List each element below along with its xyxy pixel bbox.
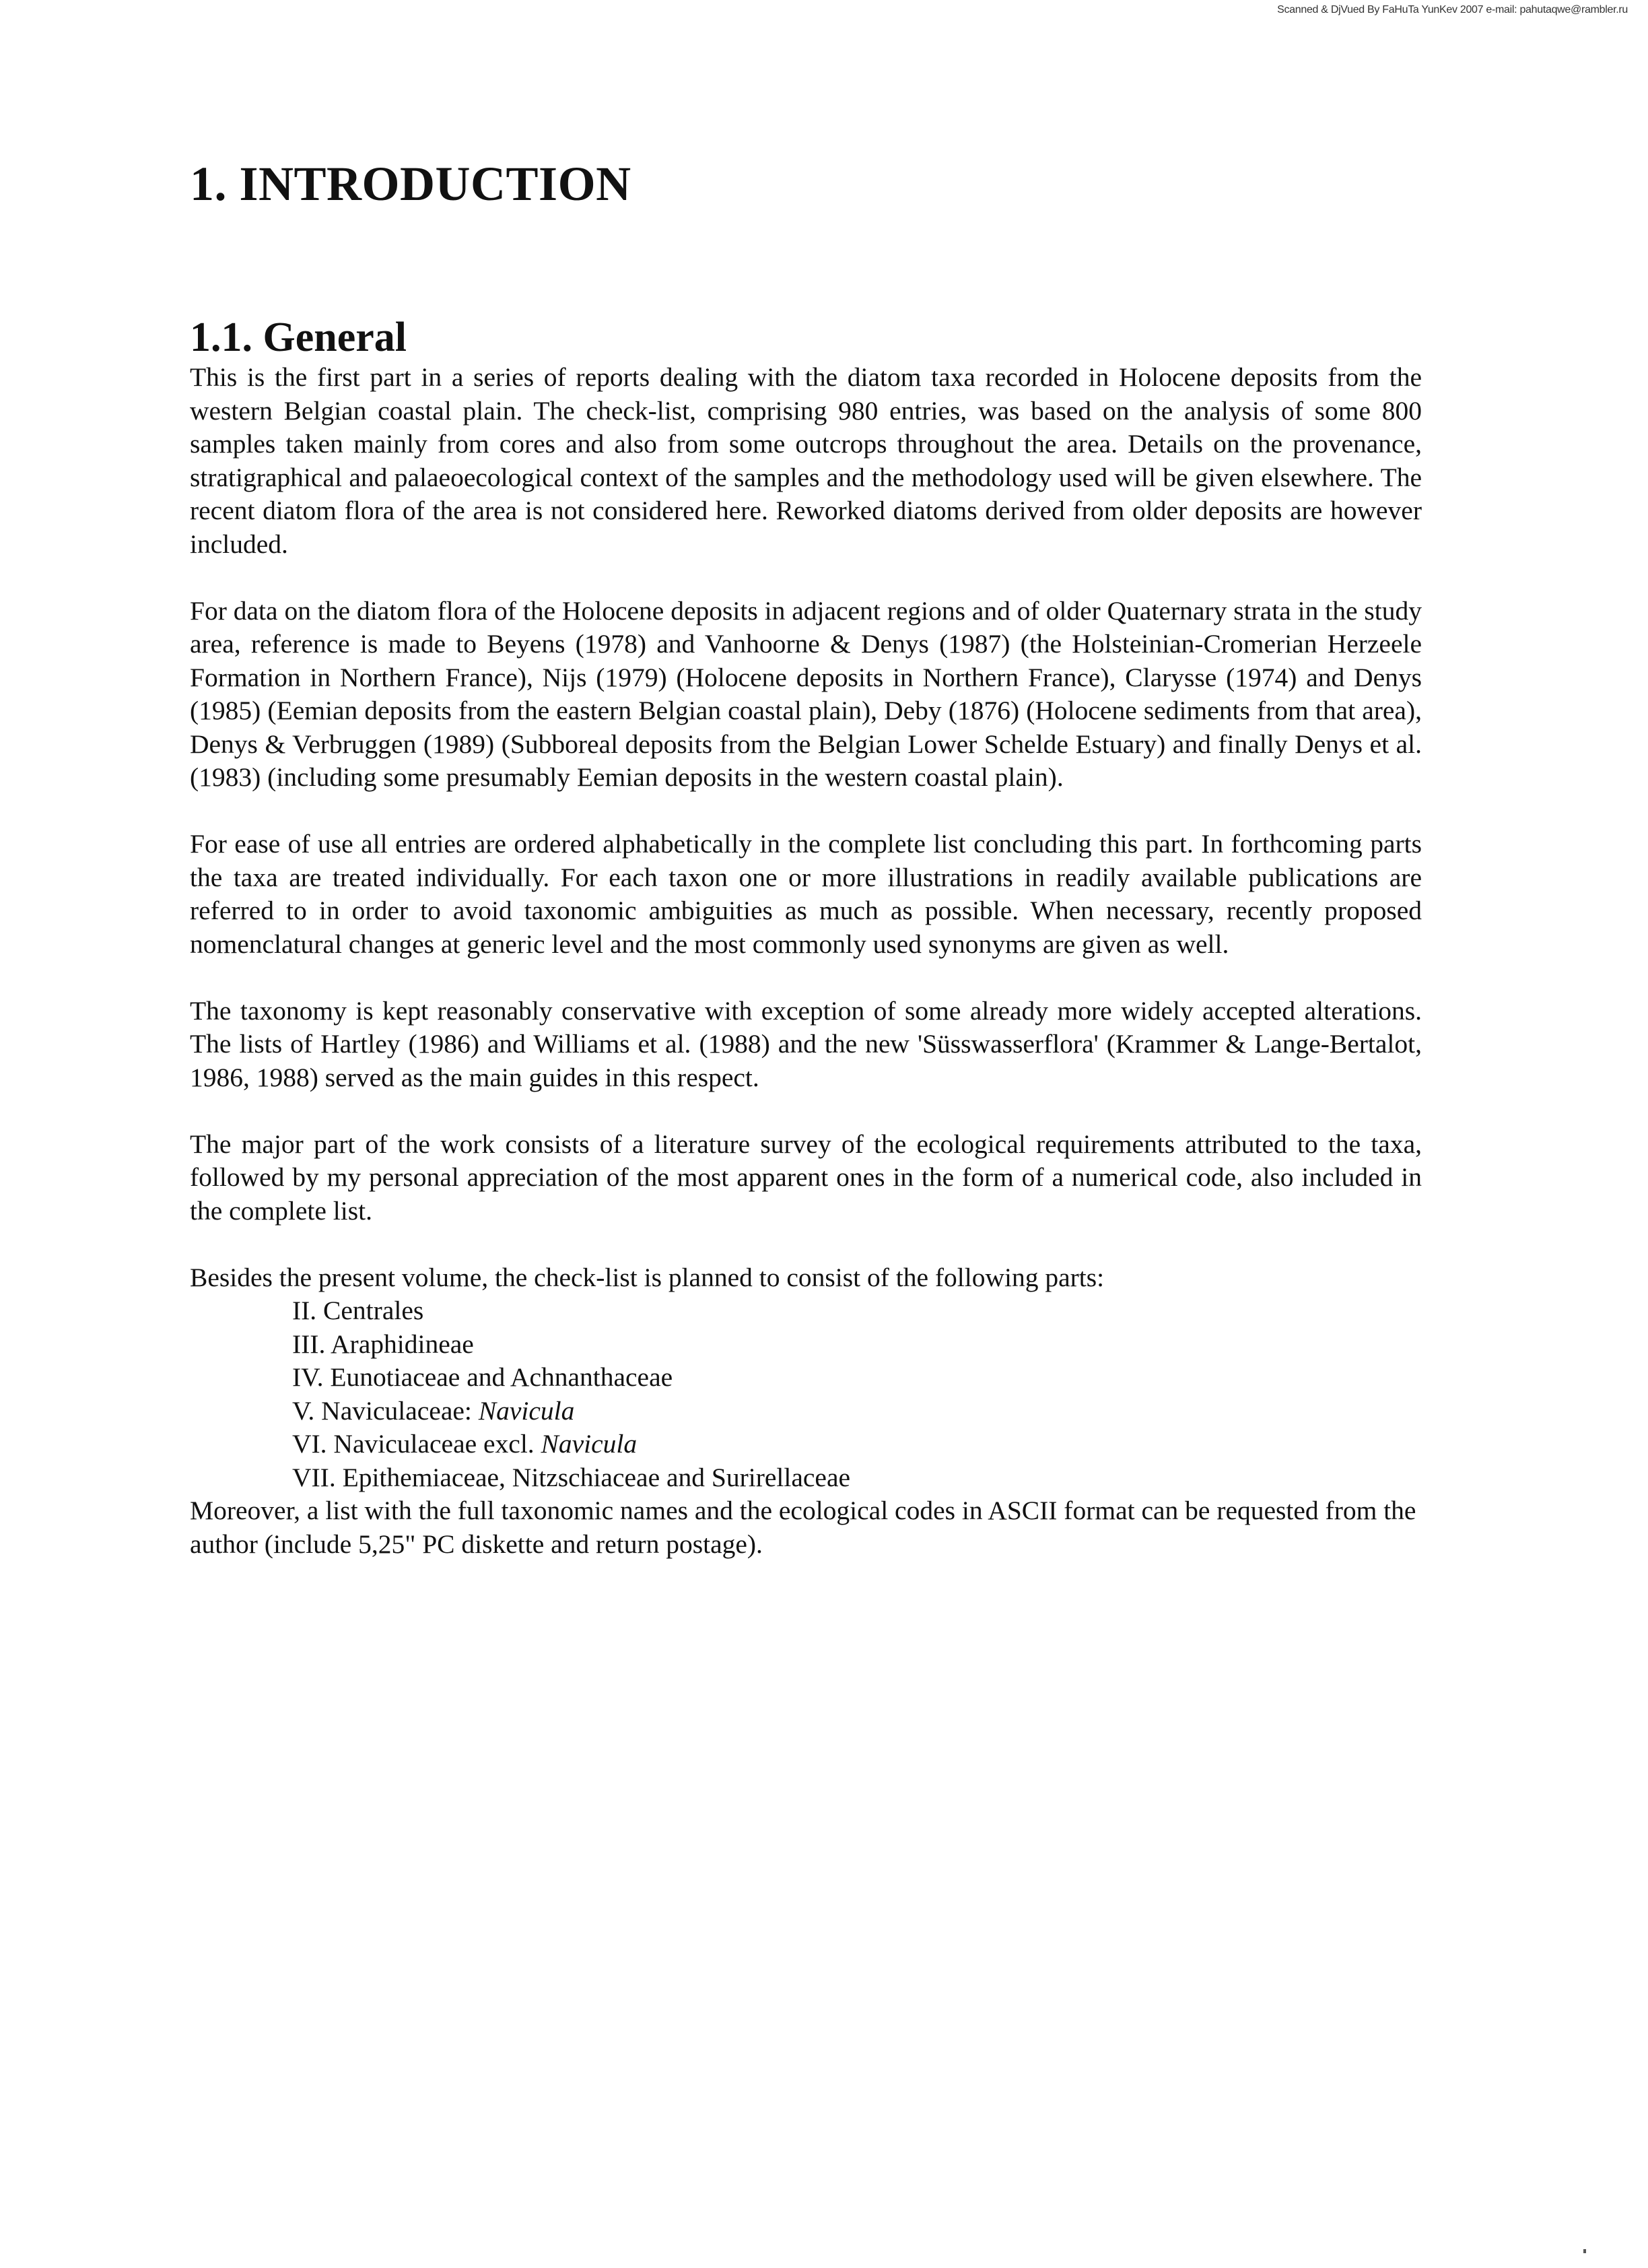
list-item: IV. Eunotiaceae and Achnanthaceae bbox=[292, 1362, 673, 1392]
paragraph-scope: This is the first part in a series of reports dealing with the diatom taxa recorded in Holocene deposits from the western Belgian coastal plain. The check-list, comprising 980 entries, was based on the analysis of some 800 samples taken mainly from cores and also from some outcrops throughout the area. Details on the provenance, stratigraphical and palaeoecological context of the samples and the methodology used will be given elsewhere. The recent diatom flora of the area is not considered here. Reworked diatoms derived from older deposits are however included. bbox=[190, 362, 1422, 559]
body-text bbox=[190, 361, 1422, 1561]
scan-credit-note: Scanned & DjVued By FaHuTa YunKev 2007 e-mail: pahutaqwe@rambler.ru bbox=[1277, 4, 1628, 15]
chapter-title: 1. INTRODUCTION bbox=[190, 157, 631, 211]
list-item: V. Naviculaceae: Navicula bbox=[292, 1395, 575, 1426]
parts-intro: Besides the present volume, the check-list is planned to consist of the following parts: bbox=[190, 1262, 1105, 1292]
list-item: VI. Naviculaceae excl. Navicula bbox=[292, 1429, 638, 1459]
paragraph-usage: For ease of use all entries are ordered alphabetically in the complete list concluding this part. In forthcoming parts the taxa are treated individually. For each taxon one or more illustrations in readily available publications are referred to in order to avoid taxonomic ambiguities as much as possible. When necessary, recently proposed nomenclatural changes at generic level and the most commonly used synonyms are given as well. bbox=[190, 829, 1422, 959]
closing-paragraph: Moreover, a list with the full taxonomic names and the ecological codes in ASCII format can be requested from the author (include 5,25" PC diskette and return postage). bbox=[190, 1496, 1416, 1559]
scan-speck bbox=[1583, 2249, 1586, 2253]
paragraph-taxonomy: The taxonomy is kept reasonably conservative with exception of some already more widely accepted alterations. The lists of Hartley (1986) and Williams et al. (1988) and the new 'Süsswasserflora' (Krammer & Lange-Bertalot, 1986, 1988) served as the main guides in this respect. bbox=[190, 995, 1422, 1092]
parts-list bbox=[190, 1294, 1422, 1494]
list-item: VII. Epithemiaceae, Nitzschiaceae and Surirellaceae bbox=[292, 1462, 851, 1492]
list-item: II. Centrales bbox=[292, 1296, 424, 1325]
paragraph-related-data: For data on the diatom flora of the Holocene deposits in adjacent regions and of older Quaternary strata in the study area, reference is made to Beyens (1978) and Vanhoorne & Denys (1987) (the Holsteinian-Cromerian Herzeele Formation in Northern France), Nijs (1979) (Holocene deposits in Northern France), Clarysse (1974) and Denys (1985) (Eemian deposits from the eastern Belgian coastal plain), Deby (1876) (Holocene sediments from that area), Denys & Verbruggen (1989) (Subboreal deposits from the Belgian Lower Schelde Estuary) and finally Denys et al. (1983) (including some presumably Eemian deposits in the western coastal plain). bbox=[190, 595, 1422, 792]
paragraph-ecology: The major part of the work consists of a literature survey of the ecological requirements attributed to the taxa, followed by my personal appreciation of the most apparent ones in the form of a numerical code, also included in the complete list. bbox=[190, 1129, 1422, 1226]
list-item: III. Araphidineae bbox=[292, 1329, 474, 1359]
section-title: 1.1. General bbox=[190, 314, 407, 360]
